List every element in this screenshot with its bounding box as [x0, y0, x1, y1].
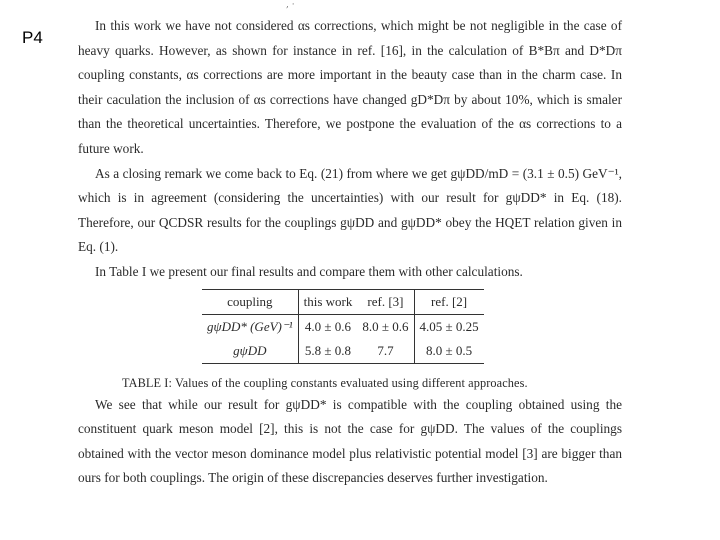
cell-ref-3: 7.7: [357, 339, 414, 364]
table-header-row: [202, 289, 484, 314]
header-this-work: this work: [303, 293, 353, 309]
table-row: [202, 339, 484, 364]
table-container: [78, 285, 622, 393]
paragraph-table-intro: In Table I we present our final results and compare them with other calculations.: [95, 263, 523, 279]
header-coupling: coupling: [202, 289, 298, 314]
cell-ref-2: 4.05 ± 0.25: [419, 318, 479, 334]
table-row: [202, 314, 484, 339]
page-top-mark: , ·: [286, 0, 295, 10]
header-ref-2: ref. [2]: [431, 293, 468, 309]
table-caption: TABLE I: Values of the coupling constants evaluated using different approaches.: [122, 375, 528, 390]
cell-coupling: gψDD* (GeV)⁻¹: [202, 314, 298, 339]
cell-this-work: 5.8 ± 0.8: [304, 342, 352, 358]
cell-ref-3: 8.0 ± 0.6: [357, 314, 414, 339]
paragraph-alpha-corrections: In this work we have not considered αs corrections, which might be not negligible in the case of heavy quarks. However, as shown for instance in ref. [16], in the calculation of B*Bπ and D*Dπ coupling constants, αs corrections are more important in the beauty case than in the charm case. In their caculation the inclusion of αs corrections have changed gD*Dπ by about 10%, which is smaler than the theoretical uncertainties. Therefore, we postpone the evaluation of the αs corrections to a future work.: [78, 18, 622, 156]
cell-this-work: 4.0 ± 0.6: [304, 318, 352, 334]
header-ref-3: ref. [3]: [357, 289, 414, 314]
paragraph-closing-remark: As a closing remark we come back to Eq. (21) from where we get gψDD/mD = (3.1 ± 0.5) GeV⁻¹, which is in agreement (considering the uncertainties) with our result for gψDD* in Eq. (18). Therefore, our QCDSR results for the couplings gψDD and gψDD* obey the HQET relation given in Eq. (1).: [78, 165, 622, 255]
paragraph-comparison: We see that while our result for gψDD* is compatible with the coupling obtained using the constituent quark meson model [2], this is not the case for gψDD. The values of the couplings obtained with the vector meson dominance model plus relativistic potential model [3] are bigger than ours for both couplings. The origin of these discrepancies deserves further investigation.: [78, 396, 622, 486]
cell-ref-2: 8.0 ± 0.5: [426, 342, 473, 358]
results-table: [202, 289, 484, 364]
slide-label: P4: [22, 28, 43, 47]
cell-coupling: gψDD: [202, 339, 298, 364]
document-body: [78, 14, 622, 491]
